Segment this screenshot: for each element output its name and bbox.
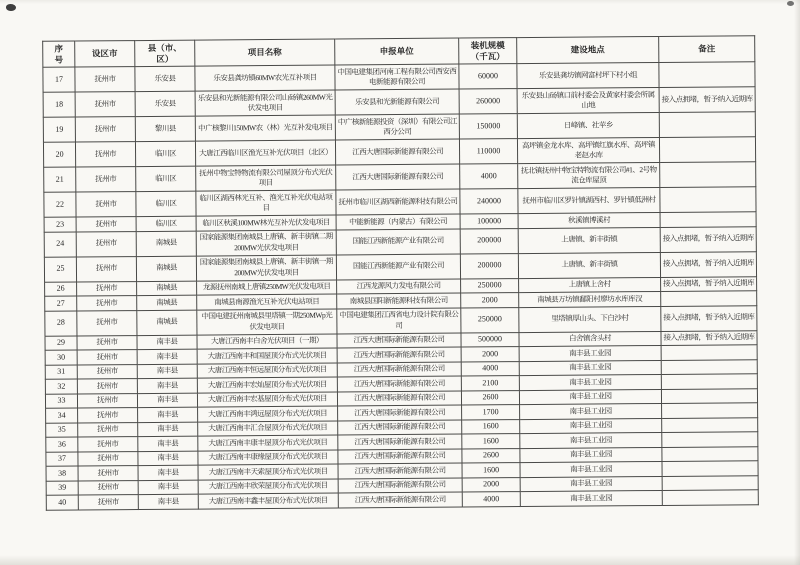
cell-row-number: 28: [45, 311, 77, 336]
cell-remark: 接入点拥堵，暂予纳入近期库: [661, 330, 757, 345]
cell-project-name: 大唐江西南丰康缘屋顶分布式光伏项目: [198, 449, 338, 465]
cell-project-name: 乐安县龚坊镇60MW农光互补项目: [195, 65, 335, 91]
cell-remark: [662, 432, 758, 447]
cell-location: 秋溪镇博溪村: [518, 212, 660, 228]
cell-capacity: 60000: [459, 64, 517, 89]
cell-city: 抚州市: [77, 379, 137, 394]
cell-location: 日峰镇、社苹乡: [517, 112, 659, 138]
cell-row-number: 30: [45, 350, 77, 365]
cell-city: 抚州市: [76, 231, 136, 256]
cell-location: 南丰县工业园: [520, 447, 662, 463]
cell-capacity: 150000: [459, 114, 517, 139]
col-header-city: 设区市: [75, 41, 135, 67]
cell-remark: [661, 374, 757, 389]
cell-county: 南丰县: [138, 465, 198, 480]
cell-county: 临川区: [136, 191, 196, 216]
col-header-county: 县（市、 区）: [135, 40, 195, 66]
cell-location: 南丰县工业园: [519, 345, 661, 361]
cell-remark: [662, 403, 758, 418]
cell-row-number: 21: [44, 167, 76, 192]
cell-city: 抚州市: [75, 92, 135, 117]
cell-applicant: 江西大唐国际新能源有限公司: [337, 347, 461, 362]
cell-remark: 接入点拥堵，暂予纳入近期库: [659, 87, 755, 113]
project-list-table: [42, 35, 759, 510]
cell-capacity: 1600: [462, 419, 520, 434]
cell-location: 南丰县工业园: [519, 360, 661, 376]
cell-capacity: 2600: [461, 390, 519, 405]
cell-project-name: 中国电建抚州南城县里塔镇一期250MWp光伏发电项目: [197, 309, 337, 335]
cell-capacity: 2000: [461, 347, 519, 362]
cell-location: 上唐镇、新丰街镇: [518, 252, 660, 278]
cell-county: 南城县: [137, 310, 197, 335]
cell-city: 抚州市: [78, 495, 138, 510]
cell-location: 上唐镇、新丰街镇: [518, 227, 660, 253]
cell-remark: [659, 62, 755, 88]
cell-city: 抚州市: [77, 281, 137, 296]
cell-city: 抚州市: [77, 296, 137, 311]
cell-remark: [660, 212, 756, 227]
cell-city: 抚州市: [77, 350, 137, 365]
cell-remark: [661, 388, 757, 403]
scan-artifact-top-left: [6, 4, 16, 11]
cell-applicant: 江西大唐国际新能源有限公司: [338, 405, 462, 420]
cell-city: 抚州市: [78, 480, 138, 495]
scan-artifact-top-right: [787, 1, 794, 6]
cell-applicant: 江西大唐国际新能源有限公司: [338, 449, 462, 464]
cell-applicant: 江西大唐国际新能源有限公司: [337, 376, 461, 391]
cell-project-name: 国家能源集团南城县上唐镇、新丰街镇二期200MW光伏发电项目: [196, 230, 336, 256]
cell-location: 南城县万坊镇鄱阳村廖坊水库库汊: [519, 291, 661, 307]
cell-county: 南丰县: [138, 436, 198, 451]
cell-location: 上唐镇上舍村: [519, 277, 661, 293]
cell-location: 乐安县龚坊镇网富村坪下村小组: [517, 62, 659, 88]
cell-capacity: 240000: [460, 189, 518, 214]
cell-applicant: 中国电建集团江西省电力设计院有限公司: [337, 308, 461, 334]
cell-county: 南丰县: [137, 335, 197, 350]
cell-remark: 接入点拥堵，暂予纳入近期库: [660, 226, 756, 252]
cell-project-name: 大唐江西南丰鸿远屋顶分布式光伏项目: [198, 406, 338, 422]
cell-project-name: 大唐江西南丰鑫丰屋顶分布式光伏项目: [198, 493, 338, 509]
cell-row-number: 37: [46, 452, 78, 467]
cell-applicant: 江西大唐国际新能源有限公司: [337, 391, 461, 406]
cell-applicant: 国能江西新能源产业有限公司: [336, 254, 460, 280]
cell-city: 抚州市: [75, 117, 135, 142]
cell-applicant: 江西大唐国际新能源有限公司: [335, 139, 459, 165]
col-header-row-number: 序 号: [43, 41, 75, 67]
cell-location: 南丰县工业园: [520, 461, 662, 477]
cell-county: 南城县: [137, 281, 197, 296]
cell-applicant: 江西大唐国际新能源有限公司: [338, 492, 462, 507]
cell-row-number: 23: [44, 217, 76, 232]
cell-row-number: 33: [45, 394, 77, 409]
cell-applicant: 江西大唐国际新能源有限公司: [337, 333, 461, 348]
cell-county: 南丰县: [137, 378, 197, 393]
cell-location: 南丰县工业园: [520, 432, 662, 448]
cell-location: 抚州市临川区罗针镇湖西村、罗针镇低洲村: [518, 187, 660, 213]
cell-applicant: 中国电建集团河南工程有限公司西安西电新能源有限公司: [335, 64, 459, 90]
cell-capacity: 110000: [459, 139, 517, 164]
cell-city: 抚州市: [76, 167, 136, 192]
cell-remark: [661, 291, 757, 306]
cell-project-name: 临川区秋溪100MW林光互补光伏发电项目: [196, 215, 336, 231]
cell-remark: [662, 475, 758, 490]
cell-row-number: 24: [44, 232, 76, 257]
cell-city: 抚州市: [78, 408, 138, 423]
cell-project-name: 大唐江西南丰天索屋顶分布式光伏项目: [198, 464, 338, 480]
cell-row-number: 35: [46, 423, 78, 438]
cell-capacity: 4000: [462, 492, 520, 507]
cell-capacity: 100000: [460, 214, 518, 229]
col-header-location: 建设地点: [517, 36, 659, 63]
cell-remark: [661, 345, 757, 360]
cell-remark: [662, 417, 758, 432]
cell-row-number: 38: [46, 466, 78, 481]
cell-location: 高坪镇金龙水库、高坪镇红旗水库、高坪镇老赵水库: [517, 137, 659, 163]
cell-location: 南丰县工业园: [520, 403, 662, 419]
cell-row-number: 27: [45, 296, 77, 311]
cell-project-name: 大唐江西临川区渔光互补光伏项目（北区）: [195, 140, 335, 166]
cell-project-name: 大唐江西南丰宏基屋顶分布式光伏项目: [197, 391, 337, 407]
cell-project-name: 大唐江西南丰和国屋顶分布式光伏项目: [197, 348, 337, 364]
cell-county: 乐安县: [135, 66, 195, 91]
col-header-remark: 备注: [659, 36, 755, 63]
cell-capacity: 260000: [459, 89, 517, 114]
cell-location: 南丰县工业园: [519, 389, 661, 405]
cell-project-name: 大唐江西南丰汇合屋顶分布式光伏项目: [198, 420, 338, 436]
cell-city: 抚州市: [78, 451, 138, 466]
cell-location: 白舍镇含头村: [519, 331, 661, 347]
cell-project-name: 乐安县和光新能源有限公司山砀镇260MW光伏发电项目: [195, 90, 335, 116]
cell-location: 乐安县山砀镇口前村委会及黄家村委会所属山地: [517, 87, 659, 113]
cell-project-name: 大唐江西南丰康丰屋顶分布式光伏项目: [198, 435, 338, 451]
cell-capacity: 4000: [461, 361, 519, 376]
cell-applicant: 江西大唐国际新能源有限公司: [338, 434, 462, 449]
cell-remark: [659, 137, 755, 163]
cell-location: 抚北镇抚州中物宝特物流有限公司#1、2号物流仓库屋顶: [518, 162, 660, 188]
cell-capacity: 2600: [462, 448, 520, 463]
table-body: [43, 62, 758, 510]
col-header-applicant: 申报单位: [335, 38, 459, 65]
cell-capacity: 4000: [460, 164, 518, 189]
cell-row-number: 19: [43, 117, 75, 142]
cell-row-number: 17: [43, 67, 75, 92]
cell-city: 抚州市: [77, 335, 137, 350]
cell-row-number: 26: [45, 282, 77, 297]
cell-applicant: 抚州市临川区湖西新能源科技有限公司: [336, 189, 460, 215]
cell-project-name: 大唐江西南丰恒远屋顶分布式光伏项目: [197, 362, 337, 378]
cell-county: 南丰县: [137, 393, 197, 408]
cell-row-number: 31: [45, 365, 77, 380]
cell-row-number: 32: [45, 379, 77, 394]
cell-county: 南城县: [137, 295, 197, 310]
cell-city: 抚州市: [76, 192, 136, 217]
cell-row-number: 39: [46, 481, 78, 496]
cell-capacity: 1600: [462, 434, 520, 449]
col-header-project-name: 项目名称: [195, 39, 335, 66]
cell-project-name: 大唐江西南丰宏灿屋顶分布式光伏项目: [197, 377, 337, 393]
cell-county: 南丰县: [137, 349, 197, 364]
cell-applicant: 中能新能源（内蒙古）有限公司: [336, 214, 460, 229]
cell-remark: 接入点拥堵，暂予纳入近期库: [660, 251, 756, 277]
cell-row-number: 22: [44, 192, 76, 217]
cell-row-number: 34: [46, 408, 78, 423]
cell-capacity: 2000: [462, 477, 520, 492]
cell-row-number: 36: [46, 437, 78, 452]
col-header-capacity: 装机规模 （千瓦）: [459, 38, 517, 64]
cell-applicant: 南城县国阳新能源科技有限公司: [337, 293, 461, 308]
cell-county: 临川区: [136, 216, 196, 231]
cell-applicant: 江西大唐国际新能源有限公司: [338, 463, 462, 478]
cell-county: 南城县: [136, 231, 196, 256]
cell-row-number: 18: [43, 92, 75, 117]
cell-remark: 接入点拥堵，暂予纳入近期库: [661, 276, 757, 291]
cell-remark: [662, 490, 758, 505]
cell-capacity: 500000: [461, 332, 519, 347]
cell-remark: [662, 446, 758, 461]
cell-capacity: 250000: [461, 307, 519, 332]
cell-remark: [661, 359, 757, 374]
cell-remark: [659, 112, 755, 138]
cell-applicant: 国能江西新能源产业有限公司: [336, 229, 460, 255]
cell-row-number: 25: [44, 257, 76, 282]
cell-capacity: 1600: [462, 463, 520, 478]
cell-location: 里塔镇厚山头、下白沙村: [519, 306, 661, 332]
cell-project-name: 中广核黎川150MW农（林）光互补发电项目: [195, 115, 335, 141]
cell-city: 抚州市: [78, 466, 138, 481]
cell-applicant: 乐安县和光新能源有限公司: [335, 89, 459, 115]
cell-remark: [662, 461, 758, 476]
cell-county: 黎川县: [135, 116, 195, 141]
cell-row-number: 20: [43, 142, 75, 167]
cell-county: 南丰县: [138, 451, 198, 466]
cell-project-name: 国家能源集团南城县上唐镇、新丰街镇一期200MW光伏发电项目: [196, 255, 336, 281]
cell-location: 南丰县工业园: [520, 476, 662, 492]
cell-city: 抚州市: [77, 310, 137, 335]
cell-applicant: 江西大唐国际新能源有限公司: [336, 164, 460, 190]
cell-applicant: 中广核新能源投资（深圳）有限公司江西分公司: [335, 114, 459, 140]
cell-city: 抚州市: [77, 364, 137, 379]
cell-project-name: 抚州中物宝特物流有限公司屋顶分布式光伏项目: [196, 165, 336, 191]
cell-county: 临川区: [136, 166, 196, 191]
cell-project-name: 大唐江西南丰白舍光伏项目（一期）: [197, 334, 337, 350]
cell-remark: [660, 187, 756, 213]
cell-capacity: 1700: [462, 405, 520, 420]
cell-project-name: 临川区湖西林光互补、渔光互补光伏电站项目: [196, 190, 336, 216]
cell-remark: [660, 162, 756, 188]
cell-county: 南丰县: [138, 480, 198, 495]
cell-capacity: 200000: [460, 253, 518, 278]
cell-remark: 接入点拥堵，暂予纳入近期库: [661, 305, 757, 331]
cell-county: 南丰县: [138, 407, 198, 422]
cell-city: 抚州市: [76, 217, 136, 232]
cell-applicant: 江西大唐国际新能源有限公司: [338, 420, 462, 435]
cell-city: 抚州市: [75, 142, 135, 167]
cell-location: 南丰县工业园: [519, 374, 661, 390]
cell-county: 南丰县: [138, 422, 198, 437]
cell-capacity: 250000: [461, 278, 519, 293]
cell-county: 南丰县: [137, 364, 197, 379]
cell-capacity: 2100: [461, 376, 519, 391]
cell-location: 南丰县工业园: [520, 418, 662, 434]
cell-county: 南城县: [136, 256, 196, 281]
cell-project-name: 南城县南源渔光互补光伏电站项目: [197, 294, 337, 310]
cell-applicant: 江西龙源风力发电有限公司: [337, 279, 461, 294]
cell-county: 临川区: [135, 141, 195, 166]
cell-location: 南丰县工业园: [520, 490, 662, 506]
cell-applicant: 江西大唐国际新能源有限公司: [338, 478, 462, 493]
cell-capacity: 200000: [460, 228, 518, 253]
cell-city: 抚州市: [75, 67, 135, 92]
cell-row-number: 40: [46, 495, 78, 510]
cell-county: 乐安县: [135, 91, 195, 116]
cell-project-name: 龙源抚州南城上唐镇250MW光伏发电项目: [197, 280, 337, 296]
cell-project-name: 大唐江西南丰欣荣屋顶分布式光伏项目: [198, 478, 338, 494]
cell-city: 抚州市: [78, 437, 138, 452]
cell-city: 抚州市: [76, 256, 136, 281]
cell-row-number: 29: [45, 336, 77, 351]
cell-city: 抚州市: [77, 393, 137, 408]
cell-county: 南丰县: [138, 494, 198, 509]
cell-city: 抚州市: [78, 422, 138, 437]
cell-applicant: 江西大唐国际新能源有限公司: [337, 362, 461, 377]
cell-capacity: 2000: [461, 293, 519, 308]
